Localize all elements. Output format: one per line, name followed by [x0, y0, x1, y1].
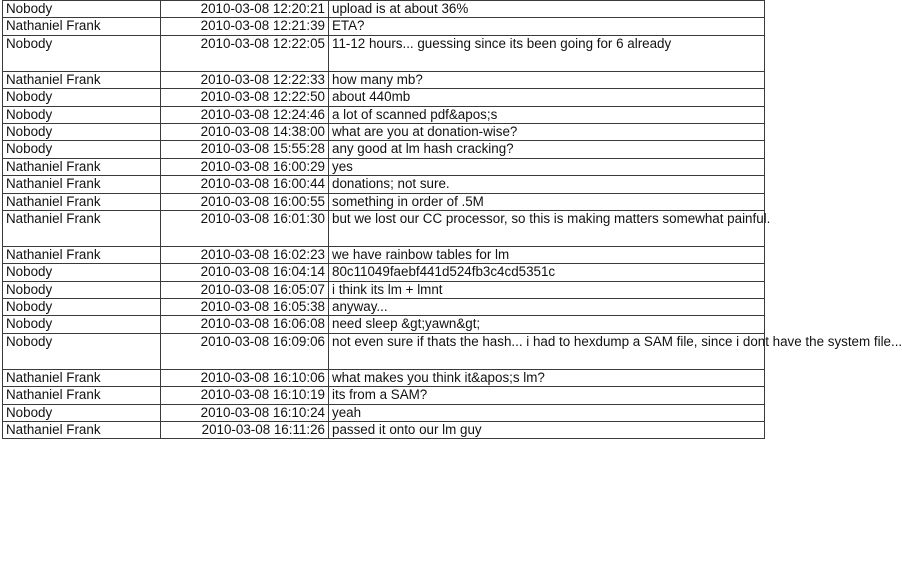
message-cell: upload is at about 36% — [329, 1, 765, 18]
sender-cell: Nobody — [3, 123, 161, 140]
message-cell: something in order of .5M — [329, 193, 765, 210]
message-cell: yeah — [329, 404, 765, 421]
timestamp-cell: 2010-03-08 16:06:08 — [161, 316, 329, 333]
timestamp-cell: 2010-03-08 12:21:39 — [161, 18, 329, 35]
table-row — [3, 123, 765, 140]
table-row — [3, 316, 765, 333]
message-cell: what are you at donation-wise? — [329, 123, 765, 140]
timestamp-cell: 2010-03-08 15:55:28 — [161, 141, 329, 158]
message-cell: its from a SAM? — [329, 387, 765, 404]
timestamp-cell: 2010-03-08 16:09:06 — [161, 333, 329, 369]
message-cell: how many mb? — [329, 71, 765, 88]
timestamp-cell: 2010-03-08 14:38:00 — [161, 123, 329, 140]
message-cell: donations; not sure. — [329, 176, 765, 193]
table-row — [3, 35, 765, 71]
table-row — [3, 71, 765, 88]
sender-cell: Nobody — [3, 281, 161, 298]
timestamp-cell: 2010-03-08 16:11:26 — [161, 422, 329, 439]
table-row — [3, 299, 765, 316]
table-row — [3, 141, 765, 158]
sender-cell: Nobody — [3, 89, 161, 106]
table-row — [3, 264, 765, 281]
sender-cell: Nathaniel Frank — [3, 18, 161, 35]
sender-cell: Nathaniel Frank — [3, 158, 161, 175]
table-row — [3, 281, 765, 298]
sender-cell: Nobody — [3, 299, 161, 316]
sender-cell: Nobody — [3, 1, 161, 18]
timestamp-cell: 2010-03-08 16:00:55 — [161, 193, 329, 210]
timestamp-cell: 2010-03-08 12:22:50 — [161, 89, 329, 106]
sender-cell: Nobody — [3, 264, 161, 281]
table-row — [3, 387, 765, 404]
table-row — [3, 18, 765, 35]
message-cell: anyway... — [329, 299, 765, 316]
message-cell: what makes you think it&apos;s lm? — [329, 369, 765, 386]
message-cell: 11-12 hours... guessing since its been going for 6 already — [329, 35, 765, 71]
sender-cell: Nobody — [3, 333, 161, 369]
message-cell: yes — [329, 158, 765, 175]
message-cell: 80c11049faebf441d524fb3c4cd5351c — [329, 264, 765, 281]
table-row — [3, 158, 765, 175]
timestamp-cell: 2010-03-08 12:22:05 — [161, 35, 329, 71]
timestamp-cell: 2010-03-08 16:10:19 — [161, 387, 329, 404]
message-cell: not even sure if thats the hash... i had to hexdump a SAM file, since i dont have the system file... — [329, 333, 765, 369]
sender-cell: Nathaniel Frank — [3, 176, 161, 193]
table-row — [3, 404, 765, 421]
table-row — [3, 246, 765, 263]
table-row — [3, 106, 765, 123]
timestamp-cell: 2010-03-08 12:20:21 — [161, 1, 329, 18]
message-cell: i think its lm + lmnt — [329, 281, 765, 298]
message-cell: we have rainbow tables for lm — [329, 246, 765, 263]
table-row — [3, 369, 765, 386]
timestamp-cell: 2010-03-08 12:22:33 — [161, 71, 329, 88]
table-row — [3, 89, 765, 106]
timestamp-cell: 2010-03-08 16:00:44 — [161, 176, 329, 193]
sender-cell: Nobody — [3, 404, 161, 421]
sender-cell: Nathaniel Frank — [3, 246, 161, 263]
sender-cell: Nathaniel Frank — [3, 71, 161, 88]
sender-cell: Nathaniel Frank — [3, 193, 161, 210]
sender-cell: Nobody — [3, 316, 161, 333]
sender-cell: Nobody — [3, 106, 161, 123]
table-row — [3, 193, 765, 210]
timestamp-cell: 2010-03-08 12:24:46 — [161, 106, 329, 123]
message-cell: passed it onto our lm guy — [329, 422, 765, 439]
sender-cell: Nathaniel Frank — [3, 369, 161, 386]
table-row — [3, 176, 765, 193]
chat-log-table — [2, 0, 902, 439]
timestamp-cell: 2010-03-08 16:10:06 — [161, 369, 329, 386]
timestamp-cell: 2010-03-08 16:01:30 — [161, 210, 329, 246]
timestamp-cell: 2010-03-08 16:05:38 — [161, 299, 329, 316]
sender-cell: Nathaniel Frank — [3, 387, 161, 404]
timestamp-cell: 2010-03-08 16:05:07 — [161, 281, 329, 298]
message-cell: need sleep &gt;yawn&gt; — [329, 316, 765, 333]
timestamp-cell: 2010-03-08 16:10:24 — [161, 404, 329, 421]
table-row — [3, 422, 765, 439]
table-row — [3, 1, 765, 18]
timestamp-cell: 2010-03-08 16:02:23 — [161, 246, 329, 263]
message-cell: a lot of scanned pdf&apos;s — [329, 106, 765, 123]
table-row — [3, 210, 765, 246]
sender-cell: Nobody — [3, 141, 161, 158]
message-cell: any good at lm hash cracking? — [329, 141, 765, 158]
sender-cell: Nobody — [3, 35, 161, 71]
sender-cell: Nathaniel Frank — [3, 422, 161, 439]
message-cell: ETA? — [329, 18, 765, 35]
chat-log-sheet — [2, 0, 902, 439]
sender-cell: Nathaniel Frank — [3, 210, 161, 246]
table-row — [3, 333, 765, 369]
timestamp-cell: 2010-03-08 16:00:29 — [161, 158, 329, 175]
message-cell: but we lost our CC processor, so this is making matters somewhat painful. — [329, 210, 765, 246]
message-cell: about 440mb — [329, 89, 765, 106]
timestamp-cell: 2010-03-08 16:04:14 — [161, 264, 329, 281]
